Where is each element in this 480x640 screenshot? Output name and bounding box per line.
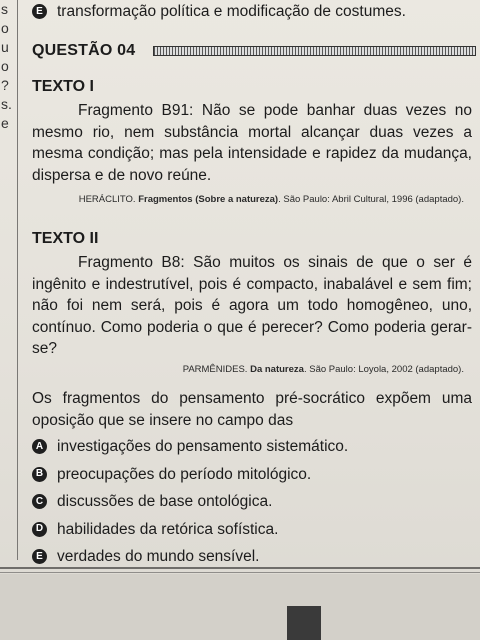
option-c[interactable] <box>32 491 472 513</box>
texto-2-source <box>183 364 464 375</box>
texto-1-label: TEXTO I <box>32 78 94 95</box>
option-letter-badge: B <box>32 467 47 482</box>
option-letter-badge: A <box>32 439 47 454</box>
question-stem: Os fragmentos do pensamento pré-socrático expõem uma oposição que se insere no campo das <box>32 390 472 429</box>
header-decorative-bar <box>153 46 476 56</box>
option-text: discussões de base ontológica. <box>57 493 273 510</box>
answer-options <box>32 436 472 574</box>
source-details: . São Paulo: Abril Cultural, 1996 (adaptado). <box>278 194 464 205</box>
page-bottom-rule <box>0 567 480 569</box>
fragment-char: s. <box>1 96 12 112</box>
option-letter-badge: C <box>32 494 47 509</box>
texto-1-body: Fragmento B91: Não se pode banhar duas vezes no mesmo rio, nem substância mortal alcançar duas vezes a mesma condição; mas pela intensidade e rapidez da mudança, dispersa e de novo reúne. <box>32 102 472 184</box>
option-text: verdades do mundo sensível. <box>57 548 260 565</box>
fragment-char: o <box>1 58 9 74</box>
question-title: QUESTÃO 04 <box>32 42 136 59</box>
alignment-marker <box>287 606 321 640</box>
source-title: Fragmentos (Sobre a natureza) <box>138 194 279 205</box>
fragment-char: s <box>1 1 8 17</box>
lower-page-area <box>0 574 480 640</box>
source-author: PARMÊNIDES. <box>182 364 248 375</box>
source-author: HERÁCLITO. <box>78 194 136 205</box>
texto-2-body: Fragmento B8: São muitos os sinais de que o ser é ingênito e indestrutível, pois é compacto, inabalável e sem fim; não foi nem será, pois é agora um todo homogêneo, uno, contínuo. Como poderia o que é perecer? Como poderia gerar-se? <box>32 254 472 357</box>
fragment-char: ? <box>1 77 9 93</box>
previous-option-e <box>32 1 406 23</box>
fragment-char: o <box>1 20 9 36</box>
question-header <box>32 42 476 60</box>
texto-2-label: TEXTO II <box>32 230 99 247</box>
option-letter-badge: E <box>32 549 47 564</box>
option-letter-badge: D <box>32 522 47 537</box>
source-title: Da natureza <box>250 364 304 375</box>
texto-1-source <box>79 194 464 205</box>
left-column-fragments <box>0 0 14 160</box>
option-text: habilidades da retórica sofística. <box>57 520 279 538</box>
option-text: investigações do pensamento sistemático. <box>57 438 349 455</box>
option-e[interactable] <box>32 546 472 568</box>
option-b[interactable] <box>32 464 472 486</box>
source-details: . São Paulo: Loyola, 2002 (adaptado). <box>303 364 464 375</box>
fragment-char: u <box>1 39 9 55</box>
column-divider <box>17 0 18 560</box>
option-text: preocupações do período mitológico. <box>57 465 312 483</box>
page-bottom-rule-thin <box>0 572 480 573</box>
fragment-char: e <box>1 115 9 131</box>
option-d[interactable] <box>32 519 472 541</box>
option-text: transformação política e modificação de costumes. <box>57 3 406 20</box>
option-letter-badge: E <box>32 4 47 19</box>
option-a[interactable] <box>32 436 472 458</box>
